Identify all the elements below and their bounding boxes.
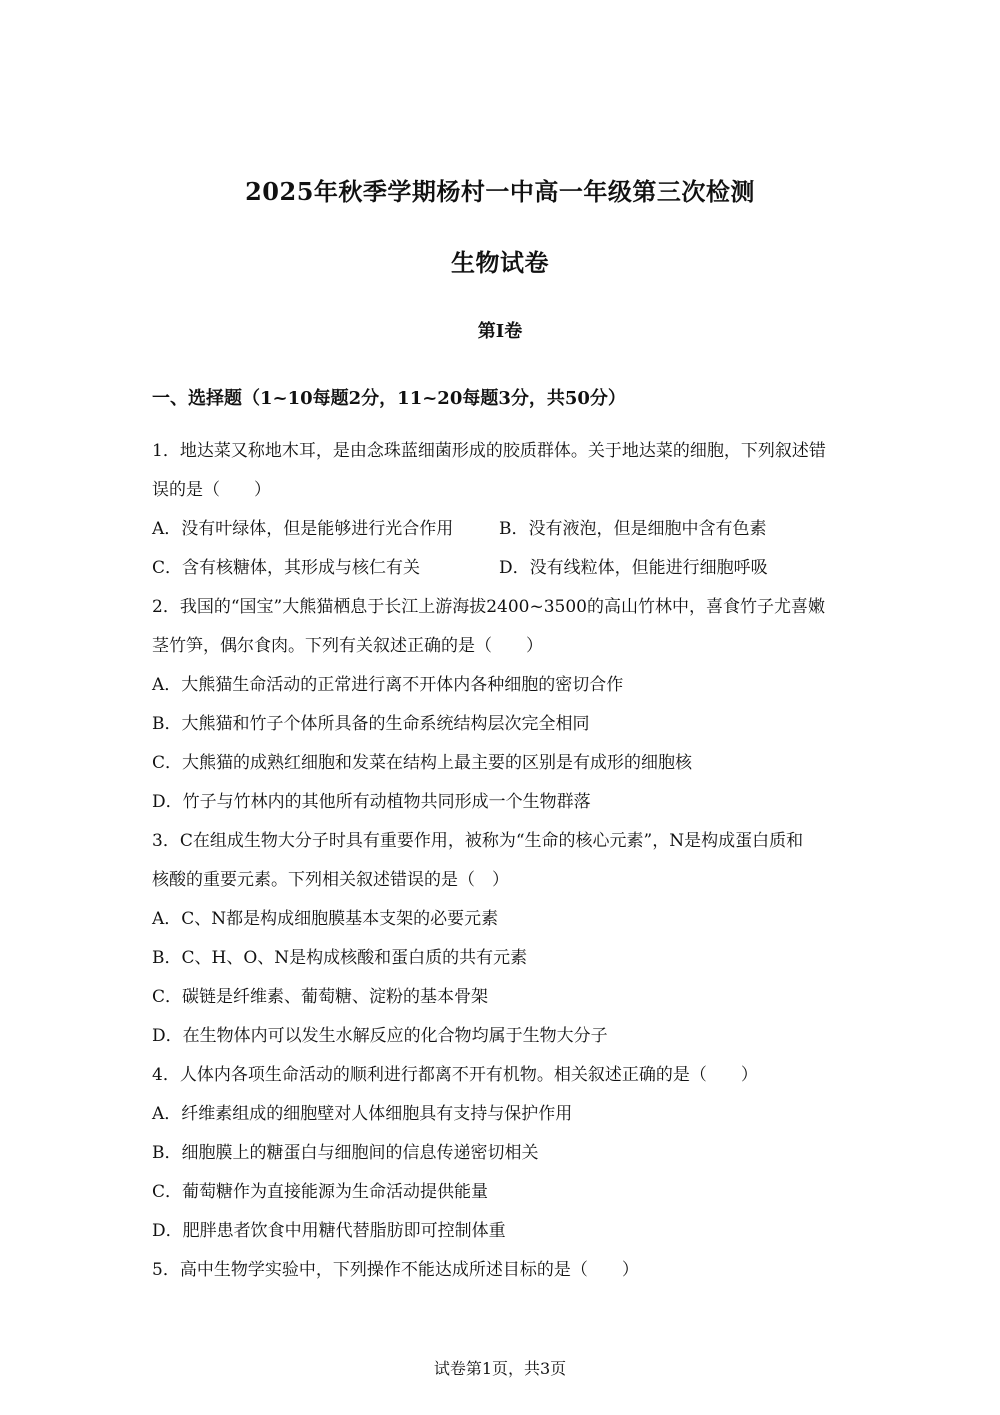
question-1-option-c: C．含有核糖体，其形成与核仁有关 — [152, 558, 421, 578]
question-2-option-d: D．竹子与竹林内的其他所有动植物共同形成一个生物群落 — [152, 792, 591, 812]
question-1-option-row-1 — [152, 510, 862, 549]
question-2-stem-line2: 茎竹笋，偶尔食肉。下列有关叙述正确的是（ ） — [152, 636, 543, 656]
question-3-stem-line2: 核酸的重要元素。下列相关叙述错误的是（ ） — [152, 870, 509, 890]
question-3-option-d: D．在生物体内可以发生水解反应的化合物均属于生物大分子 — [152, 1026, 608, 1046]
question-2-option-c: C．大熊猫的成熟红细胞和发菜在结构上最主要的区别是有成形的细胞核 — [152, 753, 693, 773]
question-2-stem-line1: 2．我国的“国宝”大熊猫栖息于长江上游海拔2400~3500的高山竹林中，喜食竹子尤喜嫩 — [152, 597, 825, 617]
question-3-option-c: C．碳链是纤维素、葡萄糖、淀粉的基本骨架 — [152, 987, 489, 1007]
page-footer: 试卷第1页，共3页 — [433, 1359, 567, 1378]
volume-label: 第I卷 — [477, 321, 523, 342]
question-1-stem-line1: 1．地达菜又称地木耳，是由念珠蓝细菌形成的胶质群体。关于地达菜的细胞，下列叙述错 — [152, 441, 826, 461]
question-3-option-a: A．C、N都是构成细胞膜基本支架的必要元素 — [152, 909, 499, 929]
question-1-option-a: A．没有叶绿体，但是能够进行光合作用 — [152, 519, 454, 539]
question-4-option-b: B．细胞膜上的糖蛋白与细胞间的信息传递密切相关 — [152, 1143, 539, 1163]
question-5-stem-line1: 5．高中生物学实验中，下列操作不能达成所述目标的是（ ） — [152, 1260, 639, 1280]
question-4-option-d: D．肥胖患者饮食中用糖代替脂肪即可控制体重 — [152, 1221, 506, 1241]
question-1-stem-line2: 误的是（ ） — [152, 480, 271, 500]
question-1-option-b: B．没有液泡，但是细胞中含有色素 — [499, 519, 767, 539]
question-4-option-c: C．葡萄糖作为直接能源为生命活动提供能量 — [152, 1182, 489, 1202]
section-heading: 一、选择题（1~10每题2分，11~20每题3分，共50分） — [152, 388, 626, 409]
question-3-option-b: B．C、H、O、N是构成核酸和蛋白质的共有元素 — [152, 948, 528, 968]
question-1-option-row-2 — [152, 549, 862, 588]
question-2-option-a: A．大熊猫生命活动的正常进行离不开体内各种细胞的密切合作 — [152, 675, 624, 695]
question-list — [152, 432, 862, 1290]
question-3-stem-line1: 3．C在组成生物大分子时具有重要作用，被称为“生命的核心元素”，N是构成蛋白质和 — [152, 831, 804, 851]
question-4-stem-line1: 4．人体内各项生命活动的顺利进行都离不开有机物。相关叙述正确的是（ ） — [152, 1065, 758, 1085]
exam-subject: 生物试卷 — [451, 248, 549, 277]
exam-title: 2025年秋季学期杨村一中高一年级第三次检测 — [245, 177, 755, 206]
question-1-option-d: D．没有线粒体，但能进行细胞呼吸 — [499, 558, 768, 578]
question-4-option-a: A．纤维素组成的细胞壁对人体细胞具有支持与保护作用 — [152, 1104, 573, 1124]
question-2-option-b: B．大熊猫和竹子个体所具备的生命系统结构层次完全相同 — [152, 714, 590, 734]
